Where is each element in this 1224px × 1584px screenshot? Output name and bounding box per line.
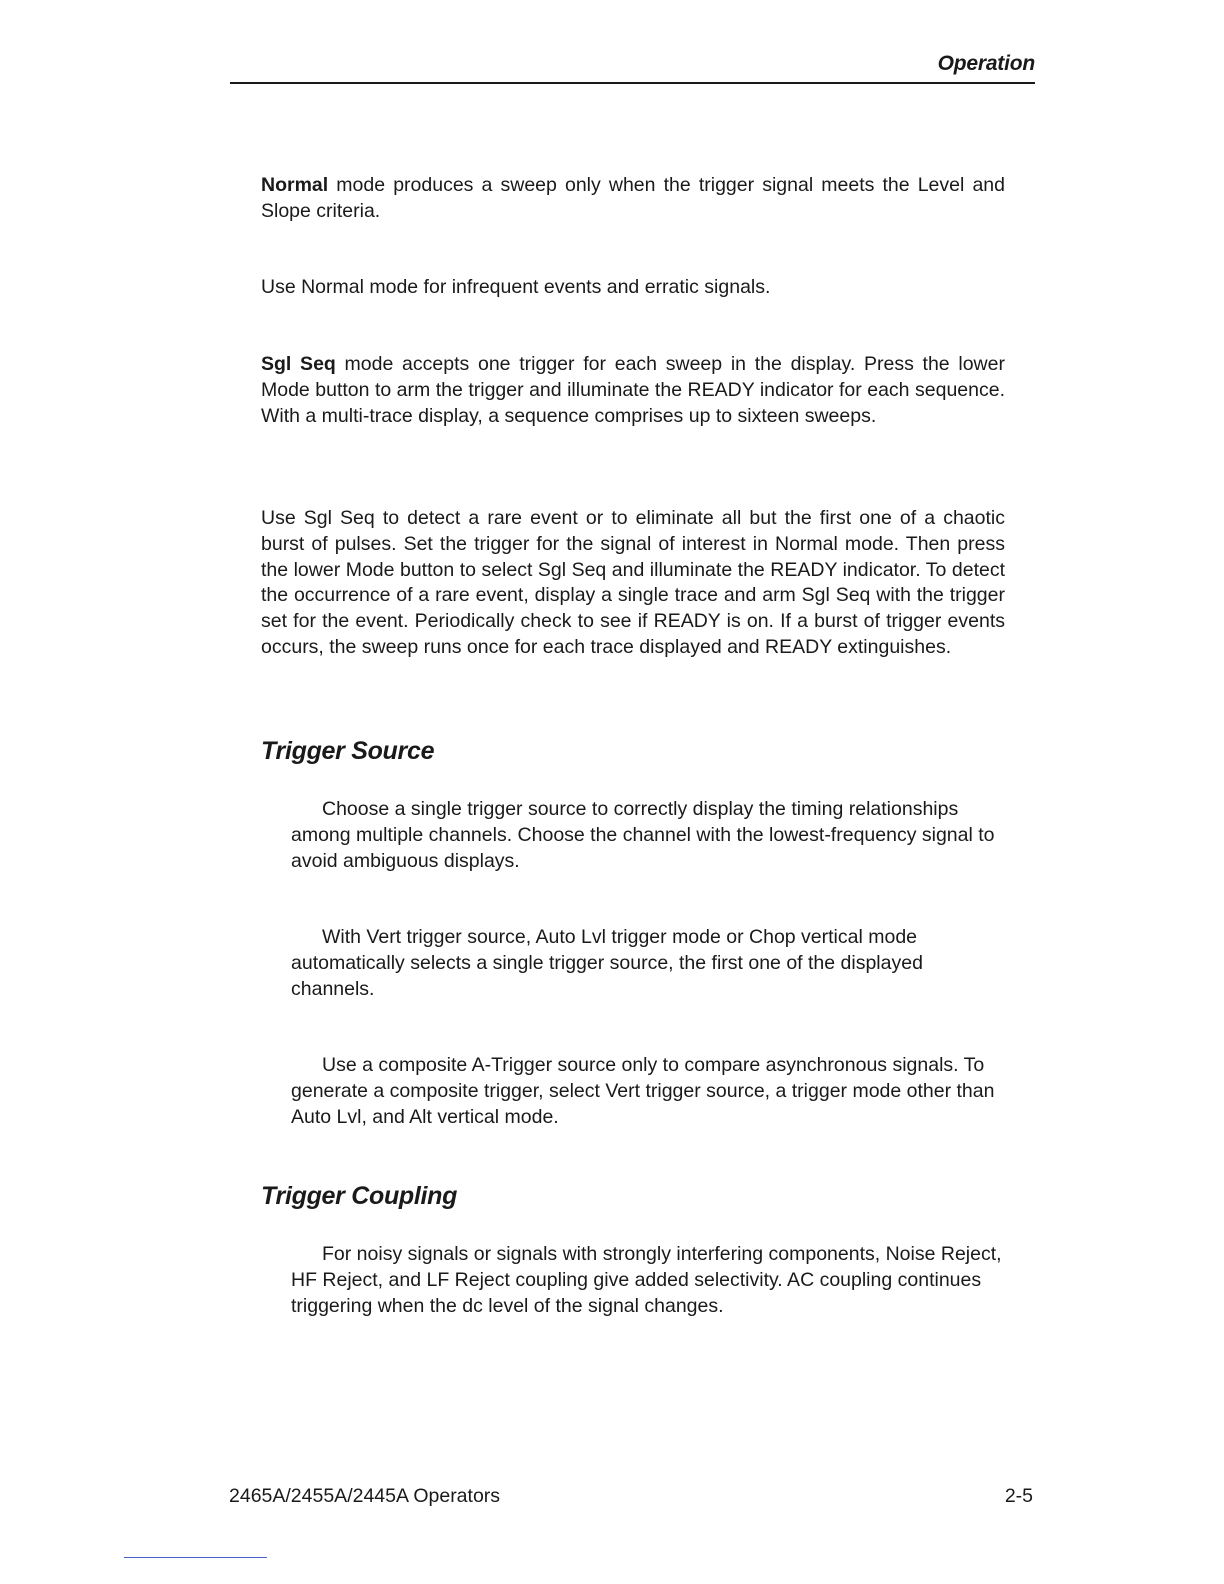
footer-page-number: 2-5 [1004,1485,1033,1507]
trigger-source-paragraph-1: Choose a single trigger source to correctly display the timing relationships among multiple channels. Choose the channel with the lowest-frequency signal to avoid ambiguous displays. [291,798,995,872]
trigger-coupling-paragraph-1: For noisy signals or signals with strongly interfering components, Noise Reject, HF Reject, and LF Reject coupling give added selectivity. AC coupling continues triggering when the dc level of the signal changes. [291,1243,1002,1317]
trigger-coupling-heading: Trigger Coupling [261,1182,458,1210]
normal-mode-text: mode produces a sweep only when the trigger signal meets the Level and Slope criteria. [261,174,1005,222]
sgl-seq-text: mode accepts one trigger for each sweep in the display. Press the lower Mode button to arm the trigger and illuminate the READY indicator for each sequence. With a multi-trace display, a sequence comprises up to sixteen sweeps. [261,353,1005,427]
sgl-seq-term: Sgl Seq [261,353,336,375]
header-rule [230,82,1035,84]
sgl-seq-usage-paragraph: Use Sgl Seq to detect a rare event or to eliminate all but the first one of a chaotic burst of pulses. Set the trigger for the signal of interest in Normal mode. Then press the lower Mode button to select Sgl Seq and illuminate the READY indicator. To detect the occurrence of a rare event, display a single trace and arm Sgl Seq with the trigger set for the event. Periodically check to see if READY is on. If a burst of trigger events occurs, the sweep runs once for each trace displayed and READY extinguishes. [261,507,1005,658]
trigger-source-heading: Trigger Source [261,737,435,765]
page-header-title: Operation [937,52,1035,75]
normal-mode-usage-paragraph: Use Normal mode for infrequent events and erratic signals. [261,276,771,298]
sgl-seq-paragraph [261,352,1005,429]
scan-edge-line [124,1557,267,1558]
trigger-source-paragraph-3: Use a composite A-Trigger source only to compare asynchronous signals. To generate a composite trigger, select Vert trigger source, a trigger mode other than Auto Lvl, and Alt vertical mode. [291,1054,995,1128]
footer-manual-title: 2465A/2455A/2445A Operators [229,1485,501,1507]
normal-mode-paragraph [261,173,1005,225]
normal-mode-term: Normal [261,174,329,196]
trigger-source-paragraph-2: With Vert trigger source, Auto Lvl trigger mode or Chop vertical mode automatically selects a single trigger source, the first one of the displayed channels. [291,926,923,1000]
